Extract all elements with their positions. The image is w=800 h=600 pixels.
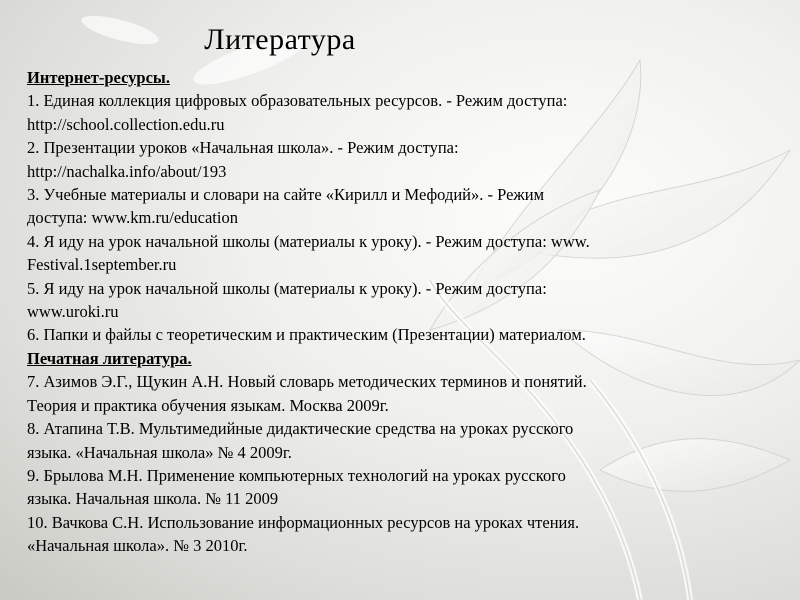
section-heading-internet: Интернет-ресурсы. [27, 68, 170, 87]
reference-line: 2. Презентации уроков «Начальная школа». - Режим доступа: [27, 138, 459, 158]
reference-line: 7. Азимов Э.Г., Щукин А.Н. Новый словарь методических терминов и понятий. [27, 372, 587, 392]
reference-line: 1. Единая коллекция цифровых образовательных ресурсов. - Режим доступа: [27, 91, 568, 111]
reference-line: 9. Брылова М.Н. Применение компьютерных технологий на уроках русского [27, 465, 566, 485]
references-list [27, 66, 787, 558]
reference-line: http://nachalka.info/about/193 [27, 161, 227, 181]
reference-line: доступа: www.km.ru/education [27, 208, 238, 228]
reference-line: Теория и практика обучения языкам. Москва 2009г. [27, 395, 389, 415]
reference-line: «Начальная школа». № 3 2010г. [27, 536, 248, 556]
reference-line: 5. Я иду на урок начальной школы (материалы к уроку). - Режим доступа: [27, 278, 547, 298]
reference-line: языка. Начальная школа. № 11 2009 [27, 489, 279, 509]
reference-line: 4. Я иду на урок начальной школы (материалы к уроку). - Режим доступа: www. [27, 231, 590, 251]
reference-line: www.uroki.ru [27, 302, 119, 322]
reference-line: 10. Вачкова С.Н. Использование информационных ресурсов на уроках чтения. [27, 512, 580, 532]
reference-line: 3. Учебные материалы и словари на сайте «Кирилл и Мефодий». - Режим [27, 185, 545, 205]
reference-line: 6. Папки и файлы с теоретическим и практическим (Презентации) материалом. [27, 325, 586, 345]
slide-title-text: Литература [204, 23, 356, 56]
section-heading-print: Печатная литература. [27, 348, 192, 368]
reference-line: 8. Атапина Т.В. Мультимедийные дидактические средства на уроках русского [27, 419, 574, 439]
slide-title [0, 22, 800, 58]
reference-line: языка. «Начальная школа» № 4 2009г. [27, 442, 292, 462]
reference-line: http://school.collection.edu.ru [27, 114, 225, 134]
reference-line: Festival.1september.ru [27, 255, 177, 275]
